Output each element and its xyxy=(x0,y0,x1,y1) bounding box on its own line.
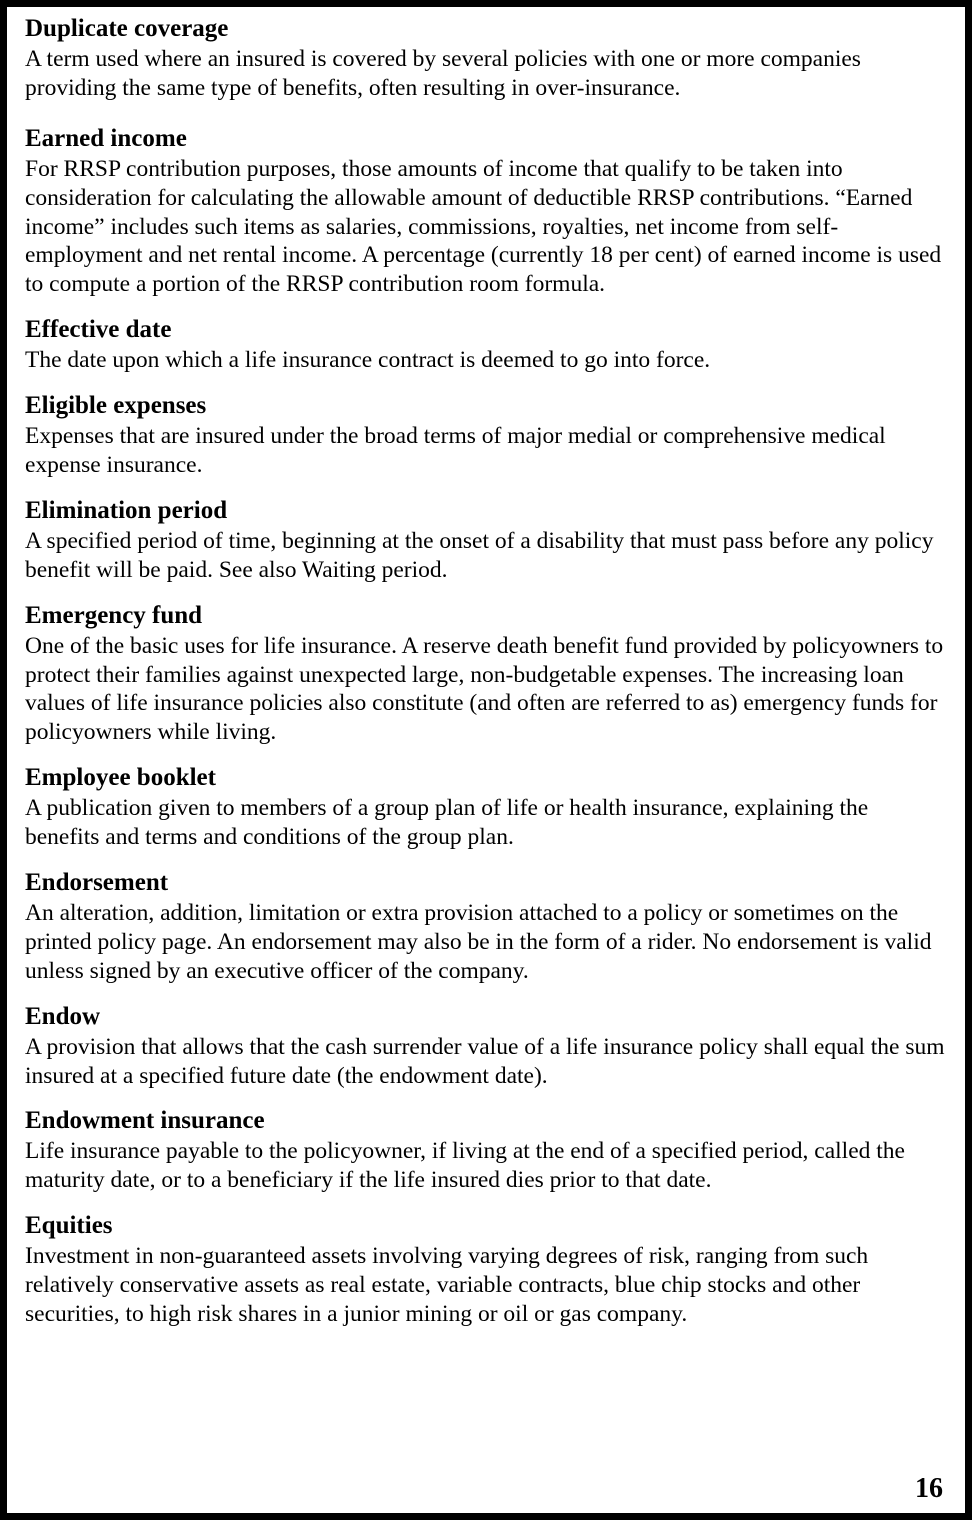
glossary-entry xyxy=(25,1107,945,1195)
glossary-list xyxy=(19,15,953,1329)
glossary-definition: A specified period of time, beginning at the onset of a disability that must pass before any policy benefit will be paid. See also Waiting period. xyxy=(25,527,934,583)
glossary-term: Effective date xyxy=(25,316,172,344)
glossary-entry xyxy=(25,1212,945,1329)
glossary-term: Endowment insurance xyxy=(25,1107,265,1135)
glossary-term: Endorsement xyxy=(25,869,169,897)
glossary-definition: A provision that allows that the cash surrender value of a life insurance policy shall equal the sum insured at a specified future date (the endowment date). xyxy=(25,1033,945,1089)
glossary-entry xyxy=(25,869,945,986)
glossary-entry xyxy=(25,125,945,299)
glossary-definition: An alteration, addition, limitation or extra provision attached to a policy or sometimes on the printed policy page. An endorsement may also be in the form of a rider. No endorsement is valid unless signed by an executive officer of the company. xyxy=(25,900,932,984)
glossary-definition: The date upon which a life insurance contract is deemed to go into force. xyxy=(25,347,711,374)
glossary-definition: A term used where an insured is covered by several policies with one or more companies providing the same type of benefits, often resulting in over-insurance. xyxy=(25,46,861,101)
glossary-term: Emergency fund xyxy=(25,601,203,629)
glossary-entry xyxy=(25,1003,945,1091)
glossary-term: Employee booklet xyxy=(25,764,216,792)
glossary-term: Earned income xyxy=(25,124,187,152)
glossary-entry xyxy=(25,316,945,375)
glossary-term: Duplicate coverage xyxy=(25,15,229,42)
glossary-definition: A publication given to members of a group plan of life or health insurance, explaining the benefits and terms and conditions of the group plan. xyxy=(25,795,869,851)
glossary-entry xyxy=(25,392,945,480)
glossary-entry xyxy=(25,497,945,585)
glossary-term: Eligible expenses xyxy=(25,392,207,420)
glossary-entry xyxy=(25,602,945,748)
glossary-term: Equities xyxy=(25,1212,113,1240)
page-number: 16 xyxy=(915,1473,943,1504)
glossary-term: Endow xyxy=(25,1002,101,1030)
glossary-term: Elimination period xyxy=(25,496,228,524)
glossary-definition: Investment in non-guaranteed assets involving varying degrees of risk, ranging from such relatively conservative assets as real estate, variable contracts, blue chip stocks and other securities, to high risk shares in a junior mining or oil or gas company. xyxy=(25,1243,869,1328)
glossary-definition: Expenses that are insured under the broad terms of major medial or comprehensive medical expense insurance. xyxy=(25,423,886,479)
glossary-definition: For RRSP contribution purposes, those amounts of income that qualify to be taken into consideration for calculating the allowable amount of deductible RRSP contributions. “Earned income” includes such items as salaries, commissions, royalties, net income from self-employment and net rental income. A percentage (currently 18 per cent) of earned income is used to compute a portion of the RRSP contribution room formula. xyxy=(25,155,942,298)
glossary-entry xyxy=(25,15,945,103)
glossary-entry xyxy=(25,764,945,852)
glossary-definition: Life insurance payable to the policyowner, if living at the end of a specified period, called the maturity date, or to a beneficiary if the life insured dies prior to that date. xyxy=(25,1138,905,1194)
glossary-definition: One of the basic uses for life insurance. A reserve death benefit fund provided by policyowners to protect their families against unexpected large, non-budgetable expenses. The increasing loan values of life insurance policies also constitute (and often are referred to as) emergency funds for policyowners while living. xyxy=(25,632,944,746)
